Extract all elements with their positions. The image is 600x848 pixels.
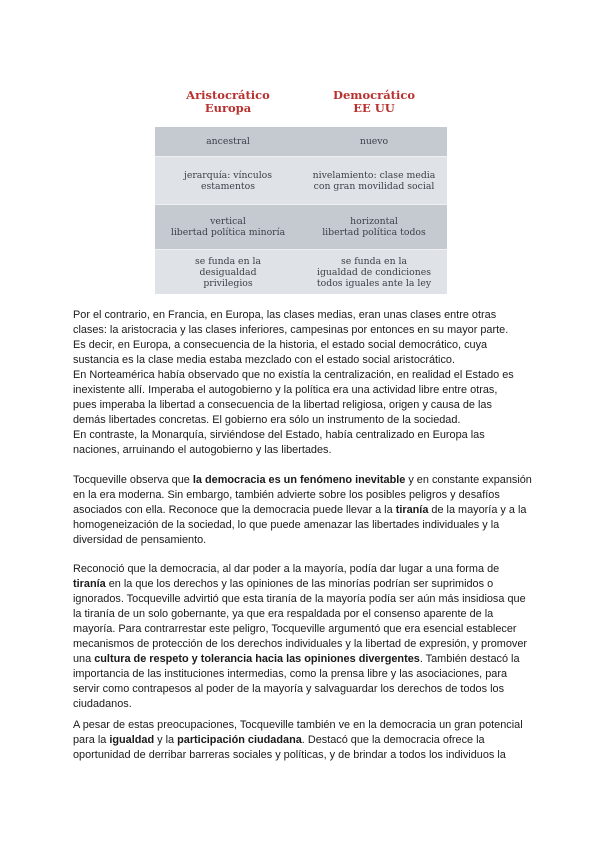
cell-text: jerarquía: vínculos bbox=[183, 169, 273, 181]
text-line: Es decir, en Europa, a consecuencia de la historia, el estado social democrático, cuya bbox=[73, 339, 488, 351]
paragraph-inevitable-democracy bbox=[73, 473, 533, 548]
cell-text: ancestral bbox=[206, 136, 250, 147]
text-run: en la que los derechos y las opiniones de las minorías podrían ser suprimidos o ignorados. Tocqueville advirtió que esta tiranía de la mayoría podía ser aún más insidiosa que la tiranía de un solo gobernante, ya que era respaldada por el consenso aparente de la mayoría. Para contrarrestar este peligro, Tocqueville argumentó que era esencial establecer mecanismos de protección de los derechos individuales y la libertad de expresión, y promover una bbox=[73, 578, 528, 665]
header-left-line2: Europa bbox=[204, 101, 252, 115]
header-democratic bbox=[301, 83, 447, 127]
table-cell-left bbox=[155, 216, 301, 238]
table-cell-left bbox=[155, 136, 301, 147]
cell-text: se funda en la bbox=[194, 255, 262, 267]
text-line: En Norteamérica había observado que no existía la centralización, en realidad el Estado es bbox=[73, 369, 514, 381]
text-line: pues imperaba la libertad a consecuencia de la libertad religiosa, origen y causa de las bbox=[73, 399, 492, 411]
bold-text: igualdad bbox=[109, 734, 155, 746]
text-run: Tocqueville observa que bbox=[73, 474, 193, 486]
header-left-line1: Aristocrático bbox=[186, 88, 270, 102]
cell-text: libertad política minoría bbox=[170, 227, 286, 238]
text-line: Por el contrario, en Francia, en Europa, las clases medias, eran unas clases entre otras bbox=[73, 309, 497, 321]
header-aristocratic bbox=[155, 83, 301, 127]
text-line: inexistente allí. Imperaba el autogobierno y la política era una actividad libre entre otras, bbox=[73, 384, 498, 396]
cell-text: con gran movilidad social bbox=[313, 180, 435, 192]
bold-text: cultura de respeto y tolerancia hacia las opiniones divergentes bbox=[94, 653, 420, 665]
text-line: naciones, arruinando el autogobierno y las libertades. bbox=[73, 444, 332, 456]
bold-text: participación ciudadana bbox=[177, 734, 302, 746]
cell-text: libertad política todos bbox=[322, 227, 426, 238]
cell-text: vertical bbox=[210, 216, 246, 227]
bold-text: tiranía bbox=[73, 578, 106, 590]
text-run: Reconoció que la democracia, al dar poder a la mayoría, podía dar lugar a una forma de bbox=[73, 563, 500, 575]
table-row bbox=[155, 157, 447, 204]
cell-text: todos iguales ante la ley bbox=[316, 277, 432, 289]
cell-text: igualdad de condiciones bbox=[317, 266, 431, 278]
bold-text: la democracia es un fenómeno inevitable bbox=[192, 474, 406, 486]
cell-text: horizontal bbox=[350, 216, 398, 227]
text-run: A pesar de estas preocupaciones, Tocqueville también ve en la democracia un gran potencial para la bbox=[73, 719, 523, 746]
header-right-line2: EE UU bbox=[353, 101, 395, 115]
text-run: . Destacó que la democracia ofrece la oportunidad de derribar barreras sociales y políticas, y de brindar a todos los individuos la bbox=[73, 734, 506, 761]
text-run: . También destacó la importancia de las instituciones intermedias, como la prensa libre y las asociaciones, para servir como contrapesos al poder de la mayoría y salvaguardar los derechos de todos los ciudadanos. bbox=[73, 653, 520, 710]
cell-text: privilegios bbox=[203, 277, 253, 289]
cell-text: nuevo bbox=[359, 136, 389, 147]
cell-text: se funda en la bbox=[340, 255, 408, 267]
text-line: En contraste, la Monarquía, sirviéndose del Estado, había centralizado en Europa las bbox=[73, 429, 485, 441]
table-cell-right bbox=[301, 136, 447, 147]
table-cell-left bbox=[155, 170, 301, 192]
table-cell-left bbox=[155, 256, 301, 289]
table-header bbox=[155, 83, 447, 127]
header-right-line1: Democrático bbox=[333, 88, 415, 102]
paragraph-tyranny-majority bbox=[73, 562, 533, 712]
text-run: y en constante expansión en la era moderna. Sin embargo, también advierte sobre los posibles peligros y desafíos asociados con ella. Reconoce que la democracia puede llevar a la bbox=[73, 474, 532, 516]
table-cell-right bbox=[301, 170, 447, 192]
table-row bbox=[155, 205, 447, 249]
text-line: demás libertades concretas. El gobierno era sólo un instrumento de la sociedad. bbox=[73, 414, 461, 426]
text-line: sustancia es la clase media estaba mezclado con el estado social aristocrático. bbox=[73, 354, 455, 366]
text-run: y la bbox=[154, 734, 178, 746]
table-cell-right bbox=[301, 256, 447, 289]
text-line: clases: la aristocracia y las clases inferiores, campesinas por entonces en su mayor parte. bbox=[73, 324, 509, 336]
cell-text: desigualdad bbox=[199, 266, 257, 278]
paragraph-europe-vs-america bbox=[73, 308, 533, 458]
cell-text: estamentos bbox=[201, 180, 255, 192]
table-cell-right bbox=[301, 216, 447, 238]
text-run: de la mayoría y a la homogeneización de la sociedad, lo que puede amenazar las libertades individuales y la diversidad de pensamiento. bbox=[73, 504, 527, 546]
table-row bbox=[155, 127, 447, 156]
cell-text: nivelamiento: clase media bbox=[312, 169, 436, 181]
comparison-table bbox=[155, 83, 447, 291]
bold-text: tiranía bbox=[395, 504, 429, 516]
paragraph-equality-participation bbox=[73, 718, 533, 763]
table-row bbox=[155, 250, 447, 294]
